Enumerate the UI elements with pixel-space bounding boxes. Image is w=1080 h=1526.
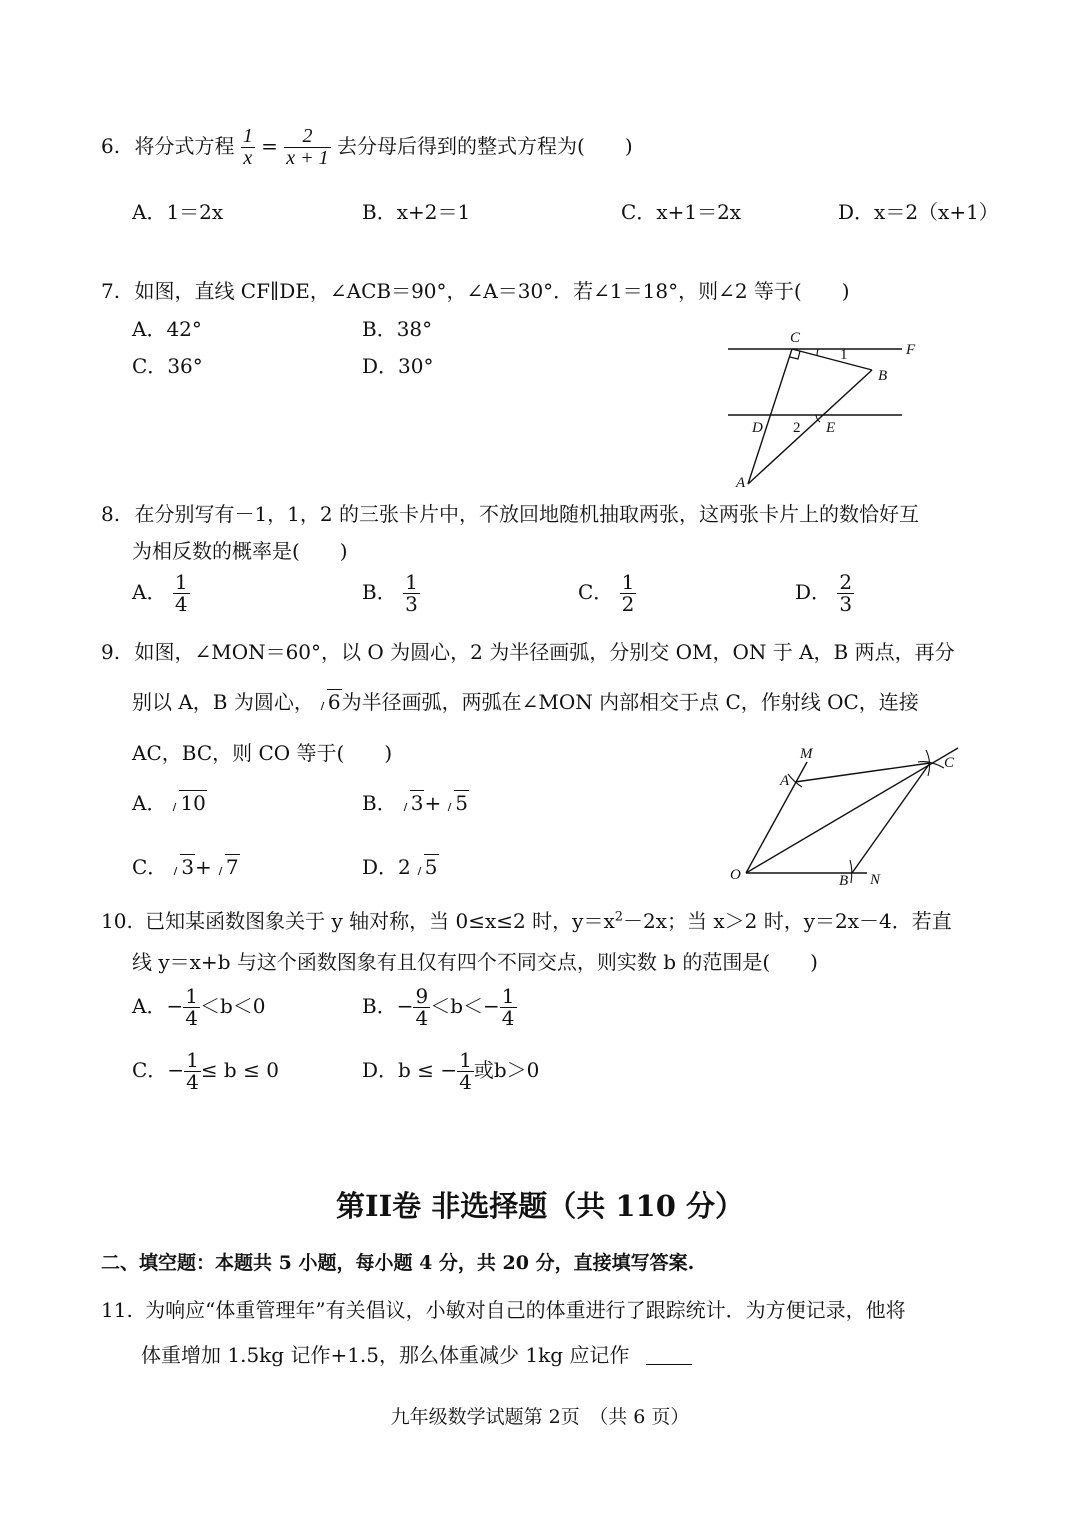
segment-bc	[852, 763, 930, 873]
q10-number: 10.	[101, 909, 133, 933]
q9-stem-line1	[101, 636, 955, 665]
q9-option-d: D．2 5	[362, 855, 438, 879]
q10-option-b: B．− $\frac{9}{4}$ ＜b＜− $\frac{1}{4}$	[362, 984, 515, 1030]
q6-option-d: D．x＝2（x+1）	[838, 200, 999, 224]
label-b: B	[878, 368, 888, 384]
segment-ac	[795, 763, 930, 782]
q9-stem-line2: 别以 A，B 为圆心， 6为半径画弧，两弧在∠MON 内部相交于点 C，作射线 OC，连接	[132, 690, 919, 714]
label-m: M	[800, 746, 813, 762]
q8-stem-text-1: 在分别写有－1，1，2 的三张卡片中，不放回地随机抽取两张，这两张卡片上的数恰好互	[134, 502, 919, 526]
q6-fraction-right: $\frac{2}{x + 1}$	[286, 125, 329, 169]
q11-answer-blank[interactable]	[646, 1346, 692, 1365]
q6-number: 6.	[101, 134, 121, 158]
q7-option-d: D．30°	[362, 354, 434, 378]
q7-option-a: A．42°	[132, 317, 202, 341]
q6-option-c: C．x+1＝2x	[621, 200, 742, 224]
q9-stem-line3: AC，BC，则 CO 等于( )	[132, 741, 393, 765]
part2-title: 第II卷 非选择题（共 110 分）	[336, 1189, 744, 1223]
q11-number: 11.	[101, 1298, 133, 1322]
label-d: D	[752, 420, 763, 436]
q10-stem-line2: 线 y＝x+b 与这个函数图象有且仅有四个不同交点，则实数 b 的范围是( )	[132, 950, 818, 974]
q8-stem-line1	[101, 498, 919, 527]
section-fill-in-title: 二、填空题：本题共 5 小题，每小题 4 分，共 20 分，直接填写答案.	[101, 1252, 695, 1274]
label-n: N	[870, 872, 881, 888]
q11-stem-line2: 体重增加 1.5kg 记作+1.5，那么体重减少 1kg 应记作	[141, 1339, 692, 1368]
angle-1-arc	[817, 349, 818, 356]
q9-option-a: A． 10	[132, 791, 206, 815]
q9-sqrt-6: 6	[315, 690, 342, 714]
q8-number: 8.	[101, 502, 121, 526]
label-a: A	[780, 773, 790, 789]
label-e: E	[826, 420, 836, 436]
q8-option-b: B． $\frac{1}{3}$	[362, 570, 418, 616]
q8-option-c: C． $\frac{1}{2}$	[578, 570, 635, 616]
q7-option-c: C．36°	[132, 354, 203, 378]
q7-option-b: B．38°	[362, 317, 433, 341]
label-a: A	[736, 475, 746, 491]
q10-option-a: A．− $\frac{1}{4}$ ＜b＜0	[132, 984, 266, 1030]
q6-stem-text-b: 去分母后得到的整式方程为( )	[337, 134, 633, 158]
q9-option-c: C． 3+ 7	[132, 855, 239, 879]
label-c: C	[944, 755, 955, 771]
ray-om	[746, 762, 807, 873]
q7-stem	[101, 275, 850, 304]
q10-stem-line1: 10. 已知某函数图象关于 y 轴对称，当 0≤x≤2 时，$y=x^2-2x$；当 x＞2 时，y＝2x－4．若直	[101, 909, 952, 933]
q10-option-d: D．b ≤ − $\frac{1}{4}$ 或b＞0	[362, 1048, 540, 1094]
q6-fraction-left: $\frac{1}{x}$	[242, 125, 253, 169]
label-f: F	[906, 342, 916, 358]
label-b: B	[839, 873, 849, 889]
q7-figure	[720, 322, 930, 492]
label-o: O	[730, 867, 741, 883]
q7-stem-text: 如图，直线 CF∥DE，∠ACB＝90°，∠A＝30°．若∠1＝18°，则∠2 等于( )	[134, 279, 850, 303]
q8-option-d: D． $\frac{2}{3}$	[795, 570, 853, 616]
q7-number: 7.	[101, 279, 121, 303]
ray-oc	[746, 748, 958, 873]
q10-option-c: C．− $\frac{1}{4}$ ≤ b ≤ 0	[132, 1048, 279, 1094]
q6-option-a: A．1＝2x	[132, 200, 224, 224]
q11-stem-line1: 11. 为响应“体重管理年”有关倡议，小敏对自己的体重进行了跟踪统计．为方便记录，他将	[101, 1298, 906, 1322]
q6-stem-text-a: 将分式方程	[134, 134, 235, 158]
q8-stem-line2: 为相反数的概率是( )	[132, 539, 348, 563]
q6-option-b: B．x+2＝1	[362, 200, 471, 224]
q6-stem	[101, 126, 633, 169]
arc-mark-b	[850, 860, 852, 883]
label-angle-1: 1	[840, 347, 848, 363]
q9-figure	[722, 740, 967, 890]
q8-option-a: A． $\frac{1}{4}$	[132, 570, 188, 616]
q9-number: 9.	[101, 640, 121, 664]
q6-equals: =	[261, 134, 278, 158]
label-angle-2: 2	[793, 420, 801, 436]
q9-option-b: B． 3+ 5	[362, 791, 468, 815]
q9-stem-text-1: 如图，∠MON＝60°，以 O 为圆心，2 为半径画弧，分别交 OM，ON 于 A，B 两点，再分	[134, 640, 955, 664]
page-footer: 九年级数学试题第 2页 （共 6 页）	[390, 1406, 690, 1428]
segment-cb	[792, 349, 872, 370]
label-c: C	[790, 330, 801, 346]
